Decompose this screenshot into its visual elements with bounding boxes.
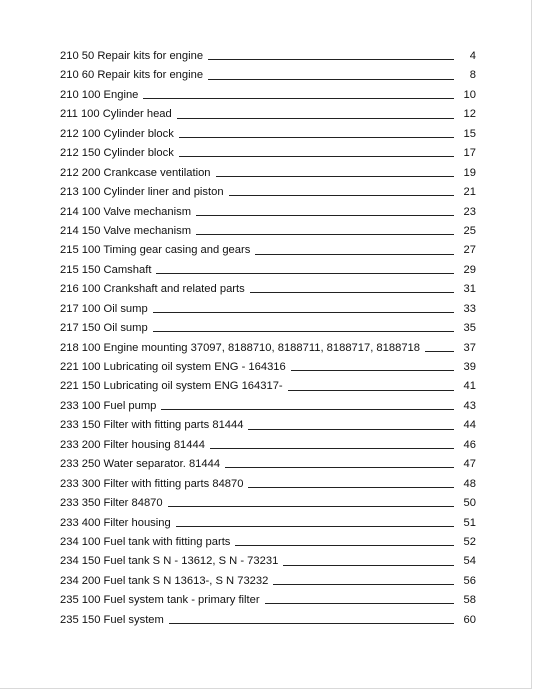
toc-entry-title: 233 350 Filter 84870 bbox=[60, 497, 163, 510]
toc-leader-line bbox=[169, 623, 454, 624]
toc-entry-page-number: 23 bbox=[463, 205, 476, 218]
toc-leader-line bbox=[248, 429, 454, 430]
toc-entry-page-number: 60 bbox=[463, 613, 476, 626]
toc-entry-title: 233 250 Water separator. 81444 bbox=[60, 458, 221, 471]
toc-entry-page-number: 21 bbox=[463, 186, 476, 199]
toc-entry[interactable] bbox=[60, 125, 476, 144]
toc-entry-page-number: 17 bbox=[463, 147, 476, 160]
toc-leader-line bbox=[196, 215, 454, 216]
toc-entry-title: 233 150 Filter with fitting parts 81444 bbox=[60, 419, 244, 432]
toc-leader-line bbox=[255, 254, 454, 255]
toc-entry-title: 217 150 Oil sump bbox=[60, 322, 148, 335]
toc-entry-title: 233 400 Filter housing bbox=[60, 516, 171, 529]
toc-entry-page-number: 46 bbox=[463, 438, 476, 451]
toc-entry-title: 212 100 Cylinder block bbox=[60, 127, 174, 140]
toc-leader-line bbox=[210, 448, 454, 449]
toc-entry[interactable] bbox=[60, 533, 476, 552]
toc-entry-title: 214 150 Valve mechanism bbox=[60, 224, 192, 237]
toc-leader-line bbox=[153, 312, 454, 313]
toc-leader-line bbox=[235, 545, 454, 546]
toc-entry-page-number: 35 bbox=[463, 322, 476, 335]
toc-entry-title: 214 100 Valve mechanism bbox=[60, 205, 192, 218]
toc-entry[interactable] bbox=[60, 300, 476, 319]
toc-entry[interactable] bbox=[60, 591, 476, 610]
toc-entry[interactable] bbox=[60, 319, 476, 338]
toc-entry-page-number: 50 bbox=[463, 497, 476, 510]
toc-entry-title: 212 150 Cylinder block bbox=[60, 147, 174, 160]
toc-entry-page-number: 25 bbox=[463, 224, 476, 237]
toc-entry[interactable] bbox=[60, 475, 476, 494]
toc-entry-page-number: 29 bbox=[463, 263, 476, 276]
toc-entry[interactable] bbox=[60, 105, 476, 124]
toc-entry[interactable] bbox=[60, 339, 476, 358]
toc-entry-title: 213 100 Cylinder liner and piston bbox=[60, 186, 224, 199]
toc-leader-line bbox=[283, 565, 454, 566]
toc-entry[interactable] bbox=[60, 47, 476, 66]
toc-entry-title: 217 100 Oil sump bbox=[60, 302, 148, 315]
toc-entry-page-number: 54 bbox=[463, 555, 476, 568]
toc-entry[interactable] bbox=[60, 416, 476, 435]
toc-entry[interactable] bbox=[60, 611, 476, 630]
toc-entry[interactable] bbox=[60, 86, 476, 105]
toc-entry[interactable] bbox=[60, 552, 476, 571]
table-of-contents bbox=[60, 47, 476, 630]
toc-entry-page-number: 8 bbox=[469, 69, 476, 82]
toc-entry-title: 234 150 Fuel tank S N - 13612, S N - 73231 bbox=[60, 555, 279, 568]
toc-entry-title: 210 50 Repair kits for engine bbox=[60, 50, 204, 62]
toc-entry-title: 233 300 Filter with fitting parts 84870 bbox=[60, 477, 244, 490]
toc-entry-page-number: 58 bbox=[463, 594, 476, 607]
toc-entry-title: 210 60 Repair kits for engine bbox=[60, 69, 204, 82]
toc-entry-page-number: 43 bbox=[463, 399, 476, 412]
toc-entry[interactable] bbox=[60, 436, 476, 455]
toc-entry-title: 234 200 Fuel tank S N 13613-, S N 73232 bbox=[60, 574, 269, 587]
toc-entry[interactable] bbox=[60, 241, 476, 260]
toc-leader-line bbox=[425, 351, 454, 352]
toc-entry[interactable] bbox=[60, 494, 476, 513]
toc-entry-page-number: 4 bbox=[469, 50, 476, 62]
toc-entry[interactable] bbox=[60, 358, 476, 377]
toc-leader-line bbox=[161, 409, 454, 410]
toc-leader-line bbox=[196, 234, 454, 235]
toc-entry-title: 212 200 Crankcase ventilation bbox=[60, 166, 211, 179]
toc-entry-title: 215 100 Timing gear casing and gears bbox=[60, 244, 251, 257]
toc-entry-page-number: 48 bbox=[463, 477, 476, 490]
toc-leader-line bbox=[248, 487, 454, 488]
toc-entry[interactable] bbox=[60, 183, 476, 202]
toc-leader-line bbox=[168, 506, 454, 507]
toc-entry[interactable] bbox=[60, 222, 476, 241]
toc-entry[interactable] bbox=[60, 397, 476, 416]
toc-entry-page-number: 12 bbox=[463, 108, 476, 121]
toc-entry[interactable] bbox=[60, 144, 476, 163]
toc-leader-line bbox=[229, 195, 454, 196]
toc-entry-title: 235 150 Fuel system bbox=[60, 613, 164, 626]
toc-entry-page-number: 44 bbox=[463, 419, 476, 432]
toc-entry[interactable] bbox=[60, 455, 476, 474]
toc-leader-line bbox=[153, 331, 454, 332]
toc-leader-line bbox=[288, 390, 454, 391]
toc-entry[interactable] bbox=[60, 261, 476, 280]
toc-leader-line bbox=[216, 176, 454, 177]
toc-leader-line bbox=[177, 118, 454, 119]
toc-leader-line bbox=[225, 467, 454, 468]
toc-leader-line bbox=[273, 584, 454, 585]
toc-entry-title: 211 100 Cylinder head bbox=[60, 108, 172, 121]
toc-entry-page-number: 15 bbox=[463, 127, 476, 140]
toc-entry-title: 235 100 Fuel system tank - primary filter bbox=[60, 594, 260, 607]
toc-entry[interactable] bbox=[60, 377, 476, 396]
toc-entry-title: 210 100 Engine bbox=[60, 88, 139, 101]
toc-leader-line bbox=[265, 603, 454, 604]
toc-entry-title: 233 100 Fuel pump bbox=[60, 399, 157, 412]
toc-entry-title: 233 200 Filter housing 81444 bbox=[60, 438, 205, 451]
toc-entry-page-number: 27 bbox=[463, 244, 476, 257]
toc-entry-title: 221 150 Lubricating oil system ENG 164317- bbox=[60, 380, 283, 393]
toc-entry-title: 221 100 Lubricating oil system ENG - 164316 bbox=[60, 361, 286, 373]
toc-entry[interactable] bbox=[60, 203, 476, 222]
toc-entry-title: 234 100 Fuel tank with fitting parts bbox=[60, 535, 231, 548]
toc-entry-title: 218 100 Engine mounting 37097, 8188710, 8188711, 8188717, 8188718 bbox=[60, 341, 420, 354]
toc-entry-page-number: 33 bbox=[463, 302, 476, 315]
toc-entry-title: 215 150 Camshaft bbox=[60, 263, 152, 276]
toc-entry[interactable] bbox=[60, 66, 476, 85]
toc-entry-page-number: 51 bbox=[463, 516, 476, 529]
toc-entry-page-number: 31 bbox=[463, 283, 476, 296]
toc-entry-title: 216 100 Crankshaft and related parts bbox=[60, 283, 245, 296]
toc-leader-line bbox=[156, 273, 454, 274]
toc-leader-line bbox=[179, 137, 454, 138]
toc-leader-line bbox=[143, 98, 454, 99]
toc-entry[interactable] bbox=[60, 164, 476, 183]
toc-leader-line bbox=[208, 59, 454, 60]
toc-leader-line bbox=[179, 156, 454, 157]
toc-entry-page-number: 19 bbox=[463, 166, 476, 179]
toc-leader-line bbox=[176, 526, 454, 527]
toc-entry-page-number: 39 bbox=[463, 361, 476, 373]
toc-entry-page-number: 56 bbox=[463, 574, 476, 587]
toc-entry-page-number: 47 bbox=[463, 458, 476, 471]
toc-entry[interactable] bbox=[60, 280, 476, 299]
toc-entry-page-number: 37 bbox=[463, 341, 476, 354]
toc-leader-line bbox=[208, 79, 454, 80]
toc-entry[interactable] bbox=[60, 572, 476, 591]
toc-entry-page-number: 10 bbox=[463, 88, 476, 101]
toc-entry[interactable] bbox=[60, 514, 476, 533]
toc-leader-line bbox=[250, 292, 454, 293]
toc-leader-line bbox=[291, 370, 454, 371]
toc-entry-page-number: 52 bbox=[463, 535, 476, 548]
toc-entry-page-number: 41 bbox=[463, 380, 476, 393]
